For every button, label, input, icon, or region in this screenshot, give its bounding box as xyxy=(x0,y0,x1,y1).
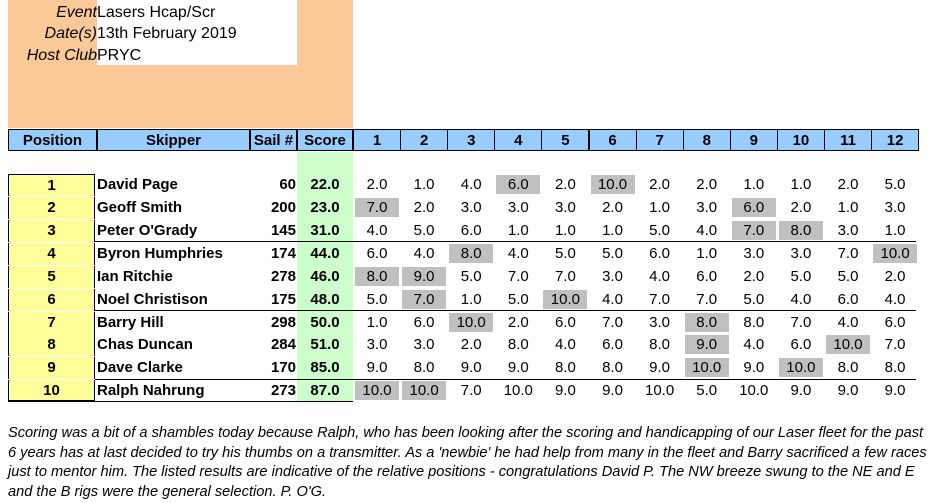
sail-number: 145 xyxy=(270,222,296,239)
sail-number: 200 xyxy=(270,199,296,216)
header-race-7: 7 xyxy=(636,129,684,151)
skipper-name: Ralph Nahrung xyxy=(97,382,205,399)
race-score: 3.0 xyxy=(790,245,812,262)
race-score: 2.0 xyxy=(743,268,765,285)
position-cell: 8 xyxy=(8,334,95,356)
group-separator xyxy=(95,241,916,242)
event-name: Lasers Hcap/Scr xyxy=(97,4,216,21)
race-score: 4.0 xyxy=(554,336,576,353)
header-position: Position xyxy=(8,129,97,151)
race-score: 1.0 xyxy=(649,199,671,216)
race-score: 9.0 xyxy=(837,382,859,399)
skipper-name: Geoff Smith xyxy=(97,199,182,216)
race-score: 7.0 xyxy=(649,291,671,308)
race-score: 8.0 xyxy=(884,359,906,376)
race-score: 9.0 xyxy=(366,359,388,376)
race-score: 6.0 xyxy=(649,245,671,262)
race-score: 7.0 xyxy=(790,314,812,331)
race-score: 2.0 xyxy=(837,176,859,193)
race-score: 4.0 xyxy=(413,245,435,262)
race-score: 10.0 xyxy=(449,313,493,332)
race-score: 10.0 xyxy=(685,358,729,377)
header-race-5: 5 xyxy=(541,129,589,151)
skipper-name: Noel Christison xyxy=(97,291,208,308)
race-score: 4.0 xyxy=(884,291,906,308)
race-score: 9.0 xyxy=(460,359,482,376)
race-score: 2.0 xyxy=(366,176,388,193)
sail-number: 174 xyxy=(270,245,296,262)
race-score: 9.0 xyxy=(554,382,576,399)
header-race-2: 2 xyxy=(400,129,448,151)
race-score: 1.0 xyxy=(743,176,765,193)
header-race-9: 9 xyxy=(730,129,778,151)
race-score: 8.0 xyxy=(602,359,623,376)
total-score: 85.0 xyxy=(310,359,340,376)
race-score: 6.0 xyxy=(496,175,540,194)
race-score: 9.0 xyxy=(743,359,765,376)
race-score: 4.0 xyxy=(837,314,859,331)
race-score: 3.0 xyxy=(507,199,529,216)
race-score: 4.0 xyxy=(743,336,765,353)
race-score: 6.0 xyxy=(460,222,482,239)
race-score: 5.0 xyxy=(602,245,623,262)
race-score: 1.0 xyxy=(413,176,435,193)
race-score: 5.0 xyxy=(413,222,435,239)
race-score: 9.0 xyxy=(602,382,623,399)
race-score: 4.0 xyxy=(696,222,718,239)
header-race-11: 11 xyxy=(824,129,872,151)
race-score: 1.0 xyxy=(790,176,812,193)
race-score: 7.0 xyxy=(602,314,623,331)
race-score: 10.0 xyxy=(873,244,917,263)
race-score: 6.0 xyxy=(602,336,623,353)
race-score: 1.0 xyxy=(554,222,576,239)
race-score: 4.0 xyxy=(507,245,529,262)
race-score: 5.0 xyxy=(649,222,671,239)
race-score: 8.0 xyxy=(779,221,823,240)
race-score: 10.0 xyxy=(591,175,635,194)
race-score: 9.0 xyxy=(884,382,906,399)
group-separator xyxy=(95,310,916,311)
race-score: 1.0 xyxy=(837,199,859,216)
race-score: 4.0 xyxy=(790,291,812,308)
race-score: 2.0 xyxy=(507,314,529,331)
race-score: 8.0 xyxy=(837,359,859,376)
race-score: 5.0 xyxy=(884,176,906,193)
race-score: 8.0 xyxy=(685,313,729,332)
race-score: 4.0 xyxy=(602,291,623,308)
race-score: 7.0 xyxy=(460,382,482,399)
position-cell: 7 xyxy=(8,312,95,334)
total-score: 23.0 xyxy=(310,199,340,216)
race-score: 9.0 xyxy=(649,359,671,376)
race-score: 6.0 xyxy=(554,314,576,331)
race-score: 5.0 xyxy=(507,291,529,308)
sail-number: 273 xyxy=(270,382,296,399)
header-race-4: 4 xyxy=(494,129,542,151)
race-score: 7.0 xyxy=(355,198,399,217)
race-score: 1.0 xyxy=(460,291,482,308)
race-score: 5.0 xyxy=(743,291,765,308)
dates-label: Date(s) xyxy=(44,25,97,42)
race-score: 3.0 xyxy=(743,245,765,262)
race-score: 3.0 xyxy=(413,336,435,353)
total-score: 31.0 xyxy=(310,222,340,239)
race-score: 4.0 xyxy=(366,222,388,239)
total-score: 48.0 xyxy=(310,291,340,308)
race-score: 5.0 xyxy=(554,245,576,262)
race-score: 5.0 xyxy=(790,268,812,285)
race-score: 2.0 xyxy=(790,199,812,216)
race-score: 1.0 xyxy=(366,314,388,331)
race-score: 3.0 xyxy=(837,222,859,239)
race-score: 5.0 xyxy=(837,268,859,285)
header-race-8: 8 xyxy=(683,129,731,151)
race-score: 5.0 xyxy=(460,268,482,285)
total-score: 46.0 xyxy=(310,268,340,285)
race-notes: Scoring was a bit of a shambles today because Ralph, who has been looking after the scoring and handicapping of our Laser fleet for the past 6 years has at last decided to try his thumbs on a transmitter. As a 'newbie' he had help from many in the fleet and Barry sacrificed a few races just to mentor him. The listed results are indicative of the relative positions - congratulations David P. The NW breeze swung to the NE and E and the B rigs were the general selection. P. O'G. xyxy=(8,425,927,500)
position-cell: 3 xyxy=(8,220,95,242)
race-score: 6.0 xyxy=(884,314,906,331)
sail-number: 175 xyxy=(270,291,296,308)
race-score: 7.0 xyxy=(696,291,718,308)
race-score: 8.0 xyxy=(355,267,399,286)
event-date: 13th February 2019 xyxy=(97,25,237,42)
race-score: 3.0 xyxy=(602,268,623,285)
sail-number: 60 xyxy=(279,176,296,193)
event-label: Event xyxy=(56,4,97,21)
race-score: 1.0 xyxy=(696,245,718,262)
race-score: 2.0 xyxy=(460,336,482,353)
race-score: 2.0 xyxy=(413,199,435,216)
total-score: 44.0 xyxy=(310,245,340,262)
results-header xyxy=(8,129,916,151)
race-score: 4.0 xyxy=(649,268,671,285)
race-score: 2.0 xyxy=(696,176,718,193)
race-score: 6.0 xyxy=(696,268,718,285)
race-score: 6.0 xyxy=(837,291,859,308)
skipper-name: Dave Clarke xyxy=(97,359,183,376)
race-score: 6.0 xyxy=(366,245,388,262)
race-score: 3.0 xyxy=(554,199,576,216)
table-bottom-line xyxy=(8,401,353,402)
race-score: 5.0 xyxy=(366,291,388,308)
host-club-label: Host Club xyxy=(26,47,97,64)
race-score: 3.0 xyxy=(696,199,718,216)
race-score: 2.0 xyxy=(884,268,906,285)
header-skipper: Skipper xyxy=(97,129,250,151)
race-score: 7.0 xyxy=(732,221,776,240)
host-club: PRYC xyxy=(97,47,142,64)
header-race-12: 12 xyxy=(871,129,919,151)
skipper-name: Barry Hill xyxy=(97,314,164,331)
sail-number: 170 xyxy=(270,359,296,376)
race-score: 9.0 xyxy=(685,335,729,354)
race-score: 10.0 xyxy=(355,381,399,400)
race-score: 7.0 xyxy=(402,290,446,309)
header-score: Score xyxy=(297,129,353,151)
race-score: 9.0 xyxy=(790,382,812,399)
race-score: 3.0 xyxy=(884,199,906,216)
sail-number: 278 xyxy=(270,268,296,285)
race-score: 7.0 xyxy=(554,268,576,285)
skipper-name: Ian Ritchie xyxy=(97,268,173,285)
race-score: 5.0 xyxy=(696,382,718,399)
position-cell: 2 xyxy=(8,197,95,219)
race-score: 4.0 xyxy=(460,176,482,193)
position-cell: 1 xyxy=(8,174,95,196)
race-score: 7.0 xyxy=(837,245,859,262)
race-score: 8.0 xyxy=(507,336,529,353)
header-sail: Sail # xyxy=(250,129,297,151)
total-score: 51.0 xyxy=(310,336,340,353)
sail-number: 284 xyxy=(270,336,296,353)
header-race-6: 6 xyxy=(589,129,637,151)
race-score: 2.0 xyxy=(554,176,576,193)
race-score: 10.0 xyxy=(779,358,823,377)
skipper-name: David Page xyxy=(97,176,178,193)
race-score: 9.0 xyxy=(507,359,529,376)
skipper-name: Byron Humphries xyxy=(97,245,223,262)
race-score: 6.0 xyxy=(413,314,435,331)
race-score: 3.0 xyxy=(649,314,671,331)
race-score: 1.0 xyxy=(884,222,906,239)
header-race-1: 1 xyxy=(353,129,401,151)
header-race-3: 3 xyxy=(447,129,495,151)
header-race-10: 10 xyxy=(777,129,825,151)
race-score: 10.0 xyxy=(402,381,446,400)
position-cell: 4 xyxy=(8,243,95,265)
race-score: 7.0 xyxy=(507,268,529,285)
race-score: 10.0 xyxy=(644,382,675,399)
race-score: 2.0 xyxy=(602,199,623,216)
position-cell: 9 xyxy=(8,357,95,379)
race-score: 10.0 xyxy=(739,382,769,399)
total-score: 22.0 xyxy=(310,176,340,193)
position-cell: 10 xyxy=(8,380,95,401)
race-score: 1.0 xyxy=(602,222,623,239)
race-score: 10.0 xyxy=(826,335,870,354)
race-score: 8.0 xyxy=(649,336,671,353)
total-score: 50.0 xyxy=(310,314,340,331)
race-score: 3.0 xyxy=(366,336,388,353)
race-score: 3.0 xyxy=(460,199,482,216)
race-score: 8.0 xyxy=(554,359,576,376)
race-score: 8.0 xyxy=(413,359,435,376)
position-cell: 6 xyxy=(8,289,95,311)
race-score: 9.0 xyxy=(402,267,446,286)
skipper-name: Chas Duncan xyxy=(97,336,193,353)
race-score: 10.0 xyxy=(543,290,587,309)
race-score: 8.0 xyxy=(449,244,493,263)
race-score: 10.0 xyxy=(503,382,533,399)
position-cell: 5 xyxy=(8,266,95,288)
sail-number: 298 xyxy=(270,314,296,331)
skipper-name: Peter O'Grady xyxy=(97,222,198,239)
race-score: 6.0 xyxy=(790,336,812,353)
race-score: 8.0 xyxy=(743,314,765,331)
race-score: 6.0 xyxy=(732,198,776,217)
race-score: 2.0 xyxy=(649,176,671,193)
race-score: 7.0 xyxy=(884,336,906,353)
race-score: 1.0 xyxy=(507,222,529,239)
group-separator xyxy=(95,379,916,380)
total-score: 87.0 xyxy=(310,382,340,399)
